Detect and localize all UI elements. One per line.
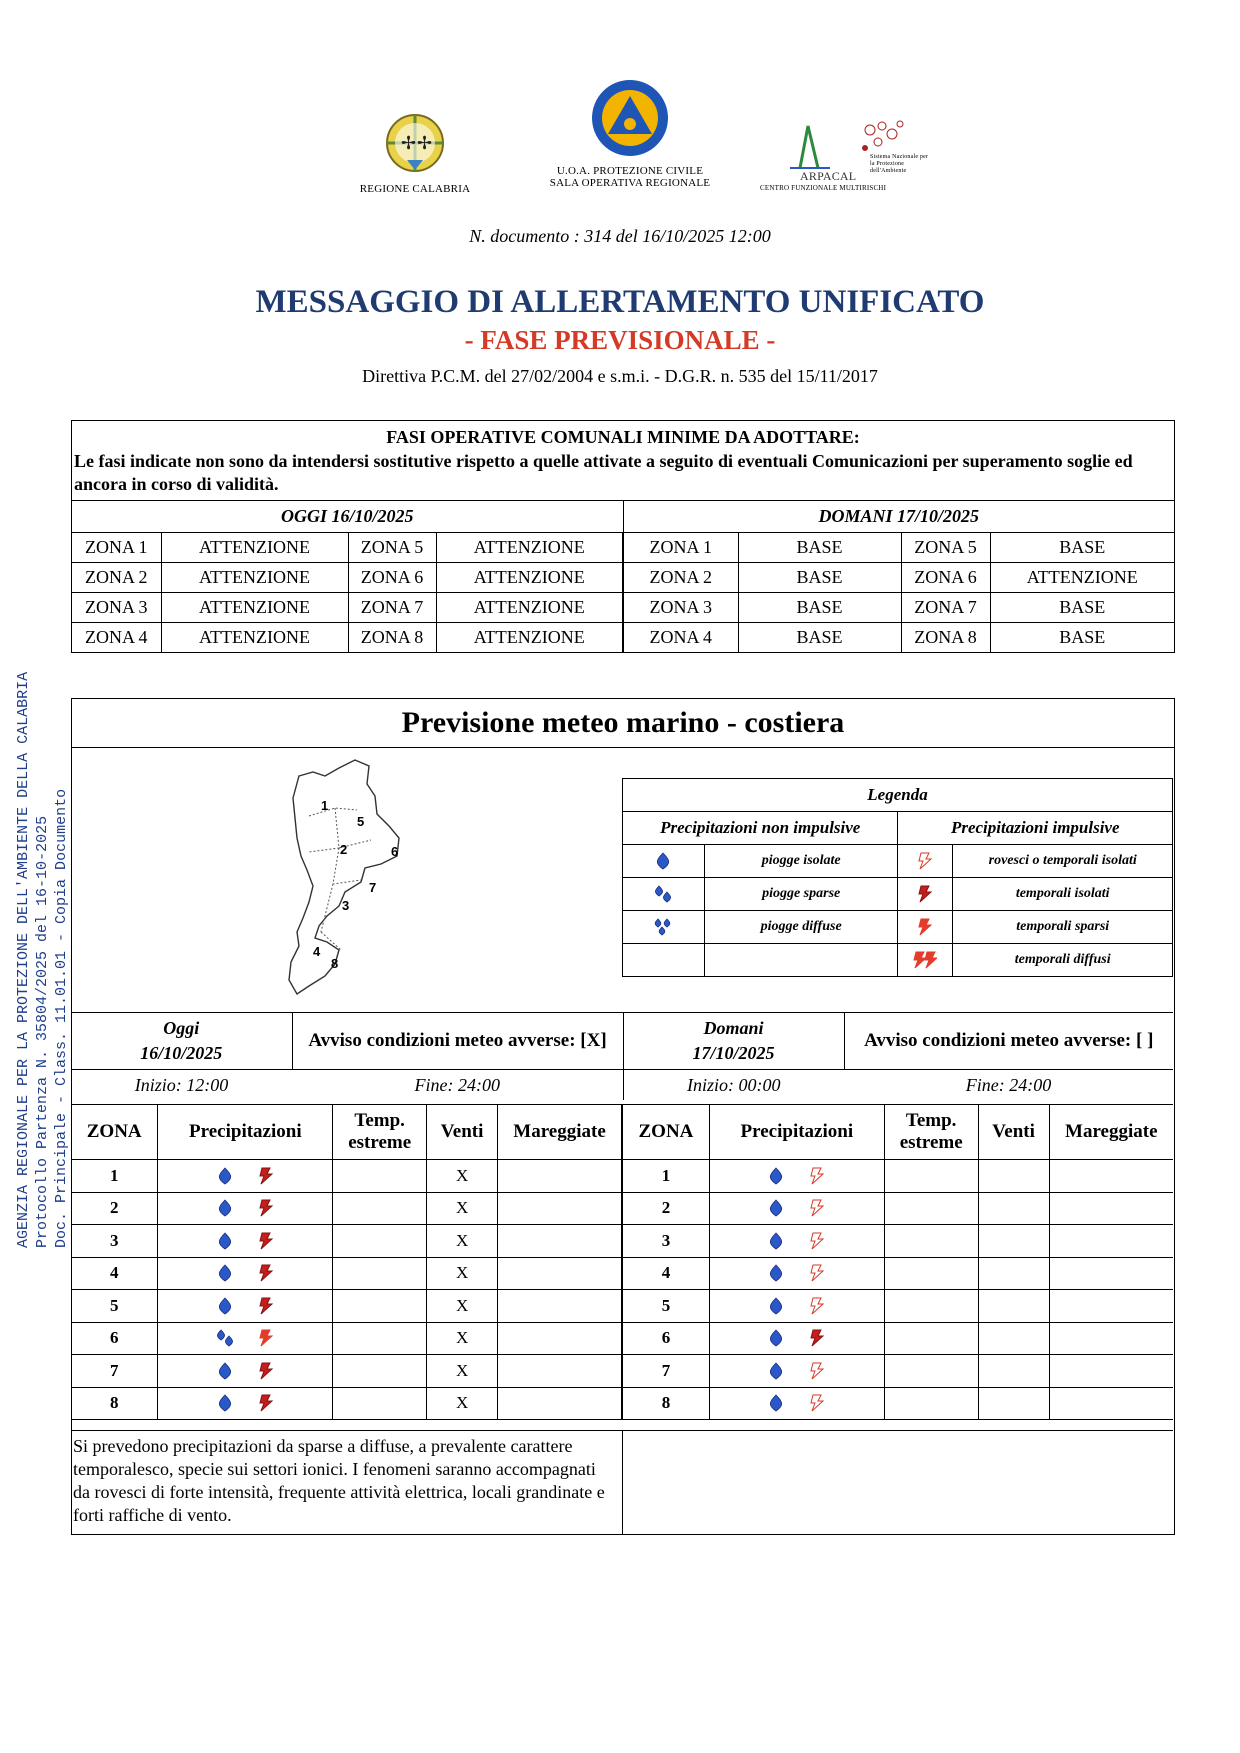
bolt-dark-icon — [254, 1294, 278, 1318]
zone-temp — [333, 1160, 427, 1193]
zone-row — [71, 1387, 622, 1420]
zone-temp — [333, 1192, 427, 1225]
bolt-dark-icon — [805, 1326, 829, 1350]
drop-1-icon — [764, 1294, 788, 1318]
zone-sea — [1049, 1225, 1173, 1258]
drop-1-icon — [764, 1391, 788, 1415]
map-label-6: 6 — [391, 844, 399, 859]
today-zone-table — [71, 1104, 622, 1420]
fasi-operative-section — [71, 420, 1175, 653]
fasi-zone-cell: ZONA 6 — [348, 563, 436, 593]
legend-storm-icon — [898, 845, 953, 878]
stamp-line-2: Protocollo Partenza N. 35804/2025 del 16-10-2025 — [34, 815, 51, 1248]
zone-precipitation — [709, 1355, 884, 1388]
zone-precipitation — [709, 1322, 884, 1355]
fasi-zone-cell: ZONA 2 — [72, 563, 161, 593]
zone-wind — [978, 1257, 1049, 1290]
calabria-zone-map — [285, 756, 435, 1006]
zone-sea — [1049, 1257, 1173, 1290]
zone-sea — [498, 1387, 622, 1420]
today-col-temp: Temp. estreme — [333, 1105, 427, 1160]
zone-temp — [333, 1387, 427, 1420]
bolt-outline-icon — [805, 1229, 829, 1253]
fasi-row — [72, 533, 1174, 563]
zone-temp — [884, 1257, 978, 1290]
zone-temp — [884, 1160, 978, 1193]
zone-precipitation — [709, 1257, 884, 1290]
zone-wind — [978, 1160, 1049, 1193]
legend-row — [623, 878, 1173, 911]
legend-precip-label: piogge diffuse — [704, 911, 898, 944]
svg-text:✢: ✢ — [417, 133, 433, 154]
drop-1-icon — [213, 1359, 237, 1383]
tomorrow-col-temp: Temp. estreme — [884, 1105, 978, 1160]
page-title: MESSAGGIO DI ALLERTAMENTO UNIFICATO — [255, 284, 985, 320]
zone-precipitation — [158, 1225, 333, 1258]
tomorrow-zone-rows — [623, 1160, 1174, 1420]
zone-number: 8 — [623, 1387, 710, 1420]
drop-1-icon — [213, 1164, 237, 1188]
tomorrow-label: Domani — [703, 1018, 764, 1038]
zone-wind — [978, 1355, 1049, 1388]
fasi-zone-cell: ZONA 5 — [901, 533, 990, 563]
zone-row — [71, 1322, 622, 1355]
zone-number: 1 — [71, 1160, 158, 1193]
legend-precip-icon — [623, 845, 705, 878]
zone-number: 6 — [71, 1322, 158, 1355]
fasi-rows — [72, 533, 1174, 653]
page-subtitle: - FASE PREVISIONALE - — [464, 325, 776, 355]
today-col-zona: ZONA — [71, 1105, 158, 1160]
drop-1-icon — [764, 1359, 788, 1383]
bolt-red-icon — [254, 1326, 278, 1350]
bolt-outline-icon — [805, 1164, 829, 1188]
zone-wind: X — [427, 1355, 498, 1388]
drop-2-icon — [213, 1326, 237, 1350]
tomorrow-start: Inizio: 00:00 — [623, 1070, 844, 1101]
fasi-zone-cell: ZONA 1 — [623, 533, 738, 563]
zone-sea — [1049, 1160, 1173, 1193]
bolt-outline-icon — [805, 1294, 829, 1318]
fasi-zone-cell: ZONA 7 — [901, 593, 990, 623]
fasi-zone-cell: ZONA 4 — [72, 623, 161, 653]
zone-number: 3 — [71, 1225, 158, 1258]
fasi-level-cell: ATTENZIONE — [436, 533, 623, 563]
fasi-zone-cell: ZONA 3 — [623, 593, 738, 623]
legend-col-non-impulsive: Precipitazioni non impulsive — [623, 812, 898, 845]
legend-table — [622, 778, 1173, 977]
arpacal-logo — [760, 116, 930, 192]
zone-sea — [1049, 1192, 1173, 1225]
fasi-level-cell: BASE — [738, 623, 901, 653]
zone-number: 1 — [623, 1160, 710, 1193]
fasi-table — [72, 500, 1174, 652]
bolt-dark-icon — [254, 1229, 278, 1253]
fasi-level-cell: ATTENZIONE — [161, 563, 348, 593]
zone-row — [71, 1225, 622, 1258]
zone-sea — [1049, 1290, 1173, 1323]
fasi-zone-cell: ZONA 3 — [72, 593, 161, 623]
zone-row — [623, 1387, 1174, 1420]
zone-row — [623, 1322, 1174, 1355]
map-label-3: 3 — [342, 898, 350, 913]
zone-sea — [1049, 1355, 1173, 1388]
stamp-line-1: AGENZIA REGIONALE PER LA PROTEZIONE DELL'AMBIENTE DELLA CALABRIA — [15, 671, 32, 1248]
protezione-civile-badge-icon — [540, 78, 720, 160]
zone-temp — [333, 1225, 427, 1258]
day-header-table — [71, 1012, 1173, 1100]
zone-sea — [498, 1257, 622, 1290]
regione-calabria-logo — [355, 108, 475, 195]
zone-precipitation — [709, 1387, 884, 1420]
protocol-stamp — [14, 672, 71, 1248]
tomorrow-end: Fine: 24:00 — [965, 1074, 1052, 1095]
legend-storm-label: temporali isolati — [953, 878, 1173, 911]
zone-wind — [978, 1225, 1049, 1258]
fasi-zone-cell: ZONA 7 — [348, 593, 436, 623]
zone-sea — [498, 1290, 622, 1323]
fasi-level-cell: ATTENZIONE — [161, 623, 348, 653]
zone-precipitation — [158, 1355, 333, 1388]
fasi-level-cell: BASE — [738, 563, 901, 593]
legend-storm-icon — [898, 878, 953, 911]
legend-title: Legenda — [623, 779, 1173, 812]
map-label-7: 7 — [369, 880, 377, 895]
zone-wind — [978, 1290, 1049, 1323]
description-today: Si prevedono precipitazioni da sparse a diffuse, a prevalente carattere temporalesco, specie sui settori ionici. I fenomeni saranno accompagnati da rovesci di forte intensità, frequente attività elettrica, locali grandinate e forti raffiche di vento. — [73, 1436, 605, 1525]
legend-storm-icon — [898, 944, 953, 977]
zone-number: 7 — [623, 1355, 710, 1388]
zone-row — [71, 1355, 622, 1388]
today-col-precipitazioni: Precipitazioni — [158, 1105, 333, 1160]
fasi-zone-cell: ZONA 4 — [623, 623, 738, 653]
meteo-title: Previsione meteo marino - costiera — [72, 699, 1174, 748]
svg-text:✢: ✢ — [401, 133, 417, 154]
today-zone-rows — [71, 1160, 622, 1420]
zone-wind: X — [427, 1387, 498, 1420]
map-label-1: 1 — [321, 798, 329, 813]
fasi-today-label: OGGI 16/10/2025 — [72, 501, 623, 533]
bolt-red-icon — [913, 915, 937, 939]
description-divider — [622, 1431, 623, 1534]
fasi-level-cell: BASE — [738, 593, 901, 623]
zone-sea — [498, 1160, 622, 1193]
tomorrow-col-zona: ZONA — [623, 1105, 710, 1160]
fasi-level-cell: BASE — [990, 623, 1174, 653]
zone-number: 5 — [71, 1290, 158, 1323]
bolt-outline-icon — [805, 1391, 829, 1415]
tomorrow-date: 17/10/2025 — [692, 1043, 775, 1063]
zone-temp — [884, 1355, 978, 1388]
legend-col-impulsive: Precipitazioni impulsive — [898, 812, 1173, 845]
fasi-row — [72, 563, 1174, 593]
zone-number: 5 — [623, 1290, 710, 1323]
zone-temp — [333, 1257, 427, 1290]
fasi-row — [72, 593, 1174, 623]
regione-calabria-emblem-icon — [355, 108, 475, 178]
zone-wind: X — [427, 1160, 498, 1193]
tomorrow-col-mareggiate: Mareggiate — [1049, 1105, 1173, 1160]
zone-temp — [884, 1290, 978, 1323]
bolt-dark-icon — [254, 1359, 278, 1383]
fasi-level-cell: BASE — [990, 593, 1174, 623]
drop-1-icon — [213, 1229, 237, 1253]
fasi-zone-cell: ZONA 8 — [348, 623, 436, 653]
legend-precip-icon — [623, 944, 705, 977]
legend-rows — [623, 845, 1173, 977]
today-avviso: Avviso condizioni meteo avverse: [X] — [292, 1013, 623, 1070]
fasi-zone-cell: ZONA 2 — [623, 563, 738, 593]
map-label-5: 5 — [357, 814, 365, 829]
today-end: Fine: 24:00 — [414, 1074, 500, 1095]
fasi-level-cell: ATTENZIONE — [436, 563, 623, 593]
zone-temp — [333, 1322, 427, 1355]
today-start: Inizio: 12:00 — [134, 1074, 229, 1095]
zone-precipitation — [158, 1160, 333, 1193]
zone-wind — [978, 1192, 1049, 1225]
arpacal-label: ARPACAL — [800, 169, 857, 183]
drop-2-icon — [651, 882, 675, 906]
zone-number: 4 — [623, 1257, 710, 1290]
drop-1-icon — [764, 1261, 788, 1285]
today-label: Oggi — [163, 1018, 200, 1038]
fasi-level-cell: BASE — [990, 533, 1174, 563]
arpacal-sub-label: CENTRO FUNZIONALE MULTIRISCHI — [760, 184, 887, 192]
zone-number: 7 — [71, 1355, 158, 1388]
fasi-row — [72, 623, 1174, 653]
calabria-map-icon — [285, 756, 435, 1006]
zone-temp — [884, 1322, 978, 1355]
today-header — [71, 1013, 292, 1070]
zone-precipitation — [158, 1290, 333, 1323]
tomorrow-col-venti: Venti — [978, 1105, 1049, 1160]
zone-number: 2 — [71, 1192, 158, 1225]
tomorrow-avviso: Avviso condizioni meteo avverse: [ ] — [844, 1013, 1173, 1070]
zone-number: 4 — [71, 1257, 158, 1290]
zone-number: 8 — [71, 1387, 158, 1420]
bolt-outline-icon — [805, 1359, 829, 1383]
regione-label: REGIONE CALABRIA — [359, 183, 471, 195]
drop-1-icon — [213, 1294, 237, 1318]
drop-3-icon — [651, 915, 675, 939]
stamp-line-3: Doc. Principale - Class. 11.01.01 - Copia Documento — [53, 788, 70, 1248]
fasi-zone-cell: ZONA 1 — [72, 533, 161, 563]
zone-row — [71, 1257, 622, 1290]
today-col-venti: Venti — [427, 1105, 498, 1160]
zone-sea — [498, 1322, 622, 1355]
legend-precip-icon — [623, 878, 705, 911]
bolt-outline-icon — [805, 1196, 829, 1220]
fasi-level-cell: ATTENZIONE — [436, 623, 623, 653]
zone-temp — [333, 1290, 427, 1323]
zone-sea — [498, 1355, 622, 1388]
snpa-label: Sistema Nazionale per la Protezione dell'Ambiente — [870, 154, 929, 174]
drop-1-icon — [213, 1196, 237, 1220]
legend-storm-label: rovesci o temporali isolati — [953, 845, 1173, 878]
bolt-dark-icon — [913, 882, 937, 906]
fasi-level-cell: ATTENZIONE — [436, 593, 623, 623]
zone-precipitation — [709, 1225, 884, 1258]
fasi-note: Le fasi indicate non sono da intendersi sostitutive rispetto a quelle attivate a seguito di eventuali Comunicazioni per superamento soglie ed ancora in corso di validità. — [74, 451, 1133, 494]
drop-1-icon — [764, 1164, 788, 1188]
tomorrow-col-precipitazioni: Precipitazioni — [709, 1105, 884, 1160]
drop-1-icon — [764, 1229, 788, 1253]
zone-precipitation — [709, 1160, 884, 1193]
directive-line: Direttiva P.C.M. del 27/02/2004 e s.m.i. - D.G.R. n. 535 del 15/11/2017 — [362, 366, 878, 386]
zone-temp — [884, 1387, 978, 1420]
legend-row — [623, 845, 1173, 878]
zone-wind — [978, 1387, 1049, 1420]
zone-sea — [1049, 1322, 1173, 1355]
legend-row — [623, 944, 1173, 977]
map-label-8: 8 — [331, 956, 339, 971]
zone-precipitation — [709, 1290, 884, 1323]
bolt-outline-icon — [913, 849, 937, 873]
protezione-label-2: SALA OPERATIVA REGIONALE — [549, 177, 711, 189]
zone-precipitation — [158, 1322, 333, 1355]
zone-row — [623, 1192, 1174, 1225]
drop-1-icon — [764, 1196, 788, 1220]
zone-wind: X — [427, 1290, 498, 1323]
fasi-level-cell: ATTENZIONE — [161, 593, 348, 623]
legend-precip-label — [704, 944, 898, 977]
drop-1-icon — [213, 1391, 237, 1415]
bolt-dark-icon — [254, 1391, 278, 1415]
tomorrow-zone-table — [622, 1104, 1173, 1420]
fasi-heading: FASI OPERATIVE COMUNALI MINIME DA ADOTTARE: — [386, 427, 860, 447]
zone-temp — [884, 1225, 978, 1258]
map-label-2: 2 — [340, 842, 348, 857]
zone-wind: X — [427, 1225, 498, 1258]
zone-row — [623, 1290, 1174, 1323]
zone-wind: X — [427, 1192, 498, 1225]
zone-row — [623, 1160, 1174, 1193]
zone-temp — [884, 1192, 978, 1225]
zone-wind: X — [427, 1257, 498, 1290]
legend-row — [623, 911, 1173, 944]
today-col-mareggiate: Mareggiate — [498, 1105, 622, 1160]
zone-row — [623, 1355, 1174, 1388]
legend-precip-icon — [623, 911, 705, 944]
legend-precip-label: piogge sparse — [704, 878, 898, 911]
bolt-outline-icon — [805, 1261, 829, 1285]
tomorrow-header — [623, 1013, 844, 1070]
fasi-tomorrow-label: DOMANI 17/10/2025 — [623, 501, 1174, 533]
bolt-dark-icon — [254, 1164, 278, 1188]
bolt-double-icon — [913, 948, 937, 972]
zone-number: 3 — [623, 1225, 710, 1258]
zone-precipitation — [158, 1192, 333, 1225]
zone-row — [71, 1290, 622, 1323]
bolt-dark-icon — [254, 1261, 278, 1285]
fasi-zone-cell: ZONA 6 — [901, 563, 990, 593]
fasi-level-cell: ATTENZIONE — [990, 563, 1174, 593]
zone-number: 6 — [623, 1322, 710, 1355]
zone-precipitation — [709, 1192, 884, 1225]
drop-1-icon — [213, 1261, 237, 1285]
zone-temp — [333, 1355, 427, 1388]
fasi-zone-cell: ZONA 5 — [348, 533, 436, 563]
zone-precipitation — [158, 1387, 333, 1420]
zone-sea — [1049, 1387, 1173, 1420]
legend-storm-label: temporali diffusi — [953, 944, 1173, 977]
bolt-dark-icon — [254, 1196, 278, 1220]
zone-number: 2 — [623, 1192, 710, 1225]
fasi-zone-cell: ZONA 8 — [901, 623, 990, 653]
legend-storm-label: temporali sparsi — [953, 911, 1173, 944]
protezione-label-1: U.O.A. PROTEZIONE CIVILE — [556, 165, 704, 177]
zone-row — [71, 1160, 622, 1193]
zone-row — [623, 1225, 1174, 1258]
zone-row — [71, 1192, 622, 1225]
fasi-level-cell: BASE — [738, 533, 901, 563]
zone-precipitation — [158, 1257, 333, 1290]
zone-row — [623, 1257, 1174, 1290]
description-section — [71, 1430, 1173, 1534]
drop-1-icon — [651, 849, 675, 873]
today-date: 16/10/2025 — [140, 1043, 223, 1063]
document-number: N. documento : 314 del 16/10/2025 12:00 — [469, 226, 771, 246]
zone-sea — [498, 1192, 622, 1225]
protezione-civile-logo — [540, 78, 720, 189]
zone-sea — [498, 1225, 622, 1258]
legend-storm-icon — [898, 911, 953, 944]
legend-precip-label: piogge isolate — [704, 845, 898, 878]
fasi-level-cell: ATTENZIONE — [161, 533, 348, 563]
zone-wind: X — [427, 1322, 498, 1355]
map-label-4: 4 — [313, 944, 321, 959]
zone-wind — [978, 1322, 1049, 1355]
drop-1-icon — [764, 1326, 788, 1350]
